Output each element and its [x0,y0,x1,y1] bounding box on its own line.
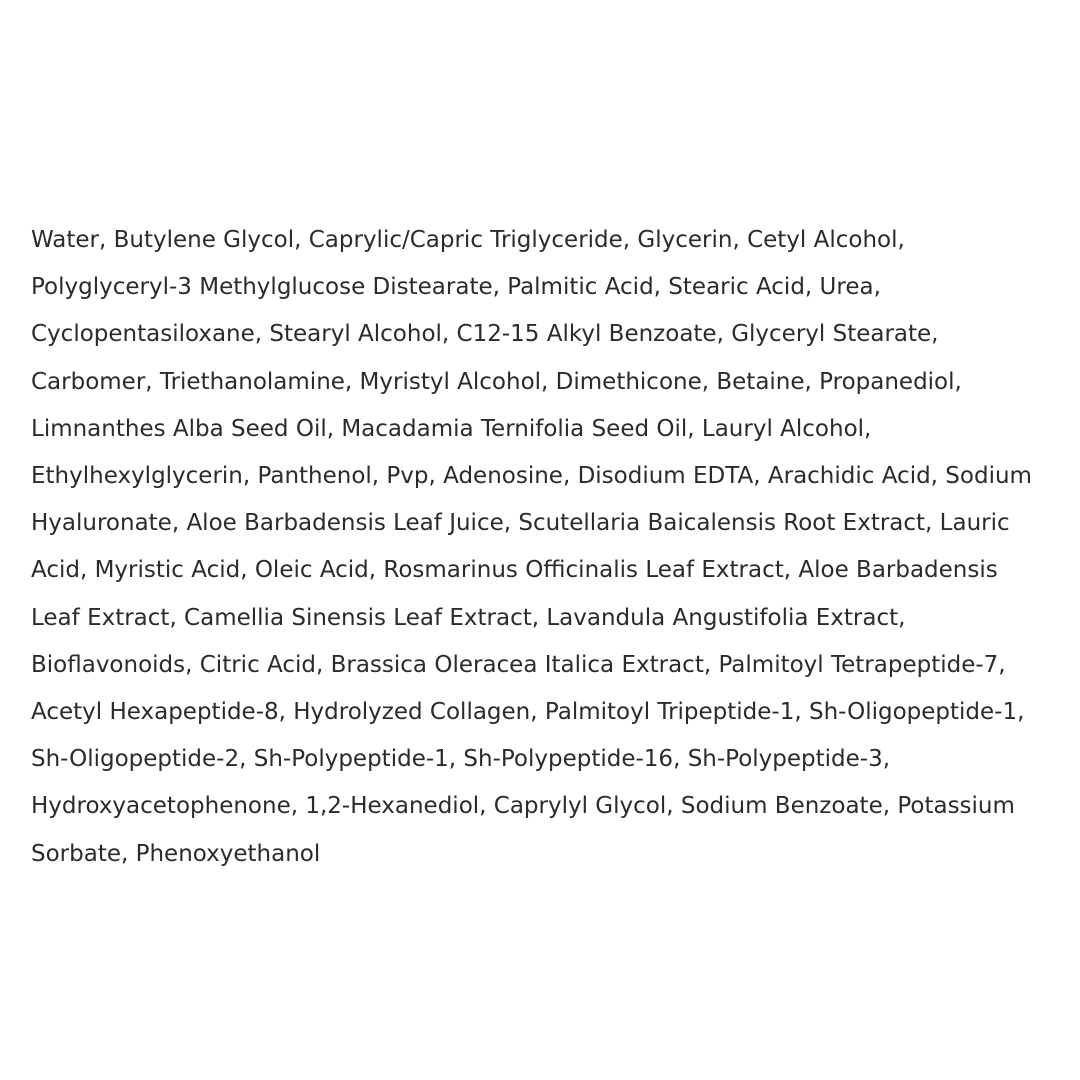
ingredient-line-2: Polyglyceryl-3 Methylglucose Distearate, Palmitic Acid, Stearic Acid, Urea, [31,274,881,301]
ingredient-line-5: Limnanthes Alba Seed Oil, Macadamia Ternifolia Seed Oil, Lauryl Alcohol, [31,415,872,442]
ingredient-list [31,217,1071,878]
ingredient-line-14: Sorbate, Phenoxyethanol [31,840,321,867]
ingredient-line-6: Ethylhexylglycerin, Panthenol, Pvp, Adenosine, Disodium EDTA, Arachidic Acid, Sodium [31,463,1032,490]
ingredient-line-11: Acetyl Hexapeptide-8, Hydrolyzed Collagen, Palmitoyl Tripeptide-1, Sh-Oligopeptide-1, [31,699,1025,726]
ingredient-line-8: Acid, Myristic Acid, Oleic Acid, Rosmarinus Officinalis Leaf Extract, Aloe Barbadensis [31,557,998,584]
ingredient-line-12: Sh-Oligopeptide-2, Sh-Polypeptide-1, Sh-Polypeptide-16, Sh-Polypeptide-3, [31,746,891,773]
ingredient-line-4: Carbomer, Triethanolamine, Myristyl Alcohol, Dimethicone, Betaine, Propanediol, [31,368,962,395]
ingredient-line-7: Hyaluronate, Aloe Barbadensis Leaf Juice, Scutellaria Baicalensis Root Extract, Lauric [31,510,1010,537]
ingredient-line-3: Cyclopentasiloxane, Stearyl Alcohol, C12-15 Alkyl Benzoate, Glyceryl Stearate, [31,321,939,348]
ingredient-line-1: Water, Butylene Glycol, Caprylic/Capric Triglyceride, Glycerin, Cetyl Alcohol, [31,227,905,253]
ingredient-line-9: Leaf Extract, Camellia Sinensis Leaf Extract, Lavandula Angustifolia Extract, [31,604,906,631]
ingredient-line-10: Bioflavonoids, Citric Acid, Brassica Oleracea Italica Extract, Palmitoyl Tetrapeptide-7, [31,651,1006,678]
ingredient-line-13: Hydroxyacetophenone, 1,2-Hexanediol, Caprylyl Glycol, Sodium Benzoate, Potassium [31,793,1015,820]
